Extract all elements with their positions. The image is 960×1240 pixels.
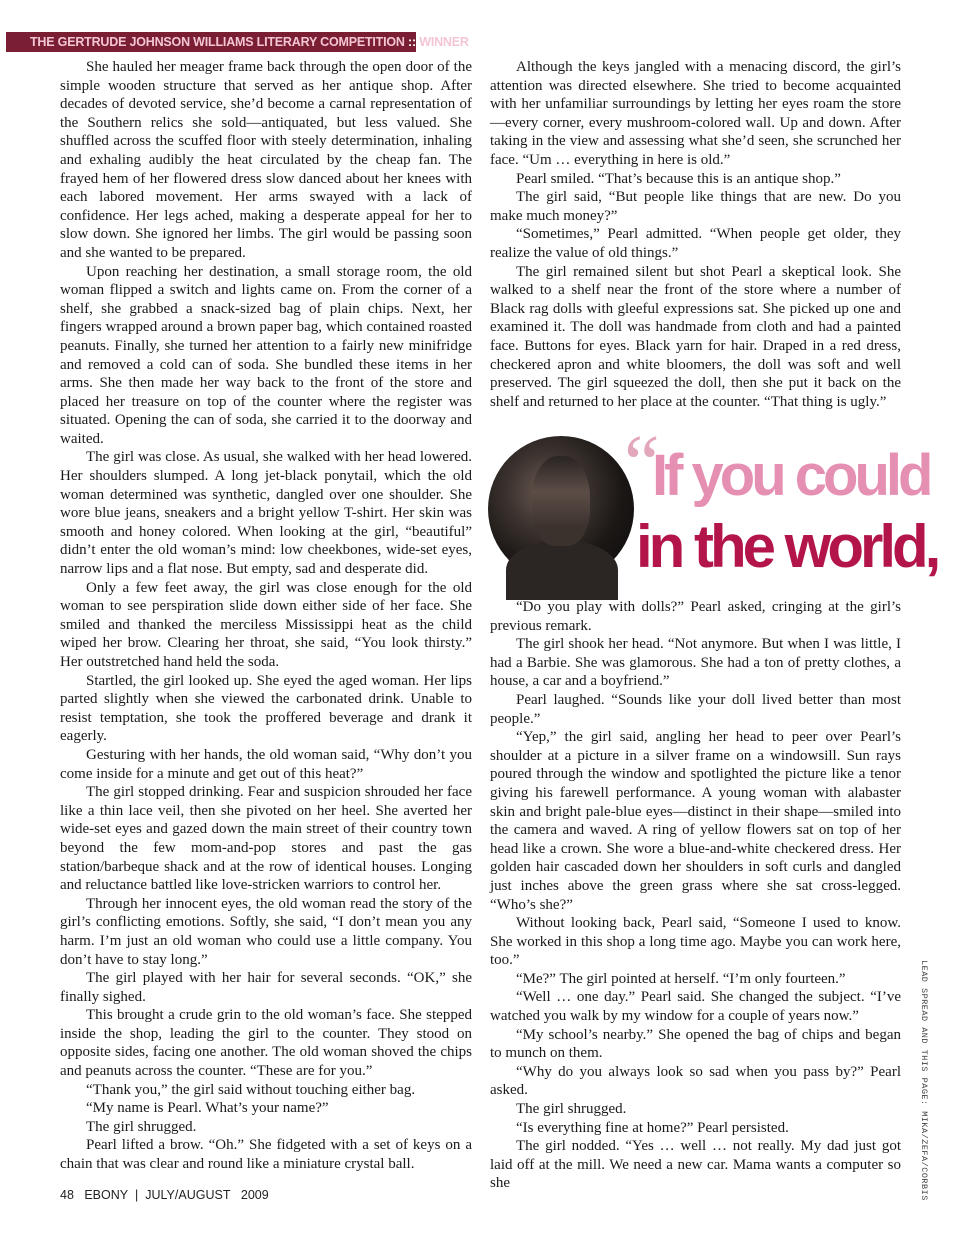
- portrait-photo: [488, 436, 634, 582]
- paragraph: Pearl smiled. “That’s because this is an antique shop.”: [516, 170, 841, 187]
- paragraph: Without looking back, Pearl said, “Someone I used to know. She worked in this shop a long time ago. Maybe you can work here, too.”: [490, 915, 901, 969]
- right-column-top: [490, 58, 901, 411]
- paragraph: “Thank you,” the girl said without touching either bag.: [86, 1081, 416, 1098]
- quote-mark-icon: “: [624, 420, 660, 508]
- photo-credit: LEAD SPREAD AND THIS PAGE: MIKA/ZEFA/CORBIS: [919, 960, 929, 1201]
- paragraph: She hauled her meager frame back through the open door of the simple wooden structure that served as her antique shop. After decades of devoted service, she’d become a carnal representation of the Southern relics she sold—antiquated, but less valued. She shuffled across the scuffed floor with steely determination, inhaling and exhaling audibly the heat circulated by the cheap fan. The frayed hem of her flowered dress slow danced about her knees with each labored movement. Her arms swayed with a lack of confidence. Her legs ached, making a desperate appeal for her to slow down. She ignored her limbs. The girl would be passing soon and she wanted to be prepared.: [60, 59, 472, 261]
- paragraph: The girl stopped drinking. Fear and suspicion shrouded her face like a thin lace veil, then she pivoted on her heel. She averted her wide-set eyes and gazed down the main street of their country town beyond the few mom-and-pop stores and past the gas station/barbeque shack and at the row of identical houses. Longing and reluctance battled like love-stricken warriors to control her.: [60, 784, 472, 894]
- portrait-shoulders: [506, 540, 618, 600]
- paragraph: “My school’s nearby.” She opened the bag of chips and began to munch on them.: [490, 1026, 901, 1062]
- paragraph: This brought a crude grin to the old woman’s face. She stepped inside the shop, leading the girl to the counter. They stood on opposite sides, facing one another. The old woman shoved the chips and peanuts across the counter. “These are for you.”: [60, 1007, 472, 1080]
- competition-banner: [6, 32, 469, 52]
- portrait-face: [532, 456, 590, 546]
- paragraph: Pearl laughed. “Sounds like your doll lived better than most people.”: [490, 691, 901, 727]
- paragraph: Upon reaching her destination, a small storage room, the old woman flipped a switch and lights came on. From the corner of a shelf, she grabbed a snack-sized bag of plain chips. Next, her fingers wrapped around a brown paper bag, which contained roasted peanuts. Finally, she turned her attention to a fairly new minifridge and removed a cold can of soda. She bundled these items in her arms. She then made her way back to the front of the store and placed her treasure on top of the counter where the register was situated. Opening the can of soda, she carried it to the doorway and waited.: [60, 263, 472, 447]
- issue-year: 2009: [240, 1188, 269, 1202]
- issue-month: JULY/AUGUST: [145, 1188, 231, 1202]
- paragraph: “My name is Pearl. What’s your name?”: [86, 1100, 329, 1117]
- page-number: 48: [60, 1188, 74, 1202]
- paragraph: The girl shrugged.: [86, 1118, 197, 1135]
- paragraph: Only a few feet away, the girl was close enough for the old woman to see perspiration slide down either side of her face. She smiled and thanked the merciless Mississippi heat as the child wiped her brow. Clearing her throat, she said, “You look thirsty.” Her outstretched hand held the soda.: [60, 579, 472, 670]
- paragraph: “Sometimes,” Pearl admitted. “When people get older, they realize the value of old things.”: [490, 226, 901, 261]
- banner-separator: ::: [408, 35, 416, 49]
- right-column-bottom: [490, 598, 901, 1193]
- paragraph: The girl said, “But people like things that are new. Do you make much money?”: [490, 189, 901, 224]
- paragraph: Through her innocent eyes, the old woman read the story of the girl’s conflicting emotions. Softly, she said, “I don’t mean you any harm. I’m just an old woman who could use a little company. You don’t have to stay long.”: [60, 895, 472, 968]
- paragraph: Pearl lifted a brow. “Oh.” She fidgeted with a set of keys on a chain that was clear and round like a miniature crystal ball.: [60, 1137, 472, 1173]
- paragraph: The girl remained silent but shot Pearl a skeptical look. She walked to a shelf near the front of the store where a number of Black rag dolls with gleeful expressions sat. She picked up one and examined it. The doll was handmade from cloth and had a painted face. Buttons for eyes. Black yarn for hair. Draped in a red dress, checkered apron and white bloomers, the doll was soft and well preserved. The girl squeezed the doll, then she put it back on the shelf and returned to her place at the counter. “That thing is ugly.”: [490, 263, 901, 410]
- paragraph: “Do you play with dolls?” Pearl asked, cringing at the girl’s previous remark.: [490, 599, 901, 634]
- paragraph: The girl was close. As usual, she walked with her head lowered. Her shoulders slumped. A long jet-black ponytail, which the old woman determined was synthetic, dangled over one shoulder. She wore blue jeans, sneakers and a bright yellow T-shirt. Her skin was smooth and honey colored. When looking at the girl, “beautiful” didn’t enter the old woman’s mind: low cheekbones, wide-set eyes, narrow lips and a flat nose. But empty, sad and desperate did.: [60, 449, 472, 578]
- paragraph: The girl nodded. “Yes … well … not really. My dad just got laid off at the mill. We need a new car. Mama wants a computer so she: [490, 1138, 901, 1192]
- paragraph: “Is everything fine at home?” Pearl persisted.: [516, 1119, 789, 1136]
- pull-quote-line-2: in the world,: [636, 513, 938, 580]
- banner-title: THE GERTRUDE JOHNSON WILLIAMS LITERARY COMPETITION: [30, 35, 405, 49]
- paragraph: Gesturing with her hands, the old woman said, “Why don’t you come inside for a minute and get out of this heat?”: [60, 746, 472, 782]
- paragraph: “Well … one day.” Pearl said. She changed the subject. “I’ve watched you walk by my window for a couple of years now.”: [490, 989, 901, 1025]
- paragraph: The girl shrugged.: [516, 1101, 627, 1118]
- paragraph: “Me?” The girl pointed at herself. “I’m only fourteen.”: [516, 970, 846, 987]
- magazine-name: EBONY: [84, 1188, 129, 1202]
- paragraph: “Why do you always look so sad when you pass by?” Pearl asked.: [490, 1063, 901, 1099]
- paragraph: “Yep,” the girl said, angling her head to peer over Pearl’s shoulder at a picture in a silver frame on a windowsill. Sun rays poured through the window and spotlighted the picture like a tenor giving his farewell performance. A young woman with alabaster skin and bright pale-blue eyes—distinct in their shape—smiled into the camera and waved. A ring of yellow flowers sat on top of her head like a crown. She wore a blue-and-white checkered dress. Her golden hair cascaded down her shoulders in soft curls and dangled just inches above the green grass where she sat cross-legged. “Who’s she?”: [490, 729, 901, 913]
- paragraph: Although the keys jangled with a menacing discord, the girl’s attention was directed elsewhere. She tried to become acquainted with her unfamiliar surroundings by letting her eyes roam the store—every corner, every mushroom-colored wall. Up and down. After taking in the view and assessing what she’d seen, she scrunched her face. “Um … everything in here is old.”: [490, 59, 901, 168]
- pull-quote-line-1: If you could: [652, 443, 930, 508]
- paragraph: The girl shook her head. “Not anymore. But when I was little, I had a Barbie. She was glamorous. She had a ton of pretty clothes, a house, a car and a boyfriend.”: [490, 636, 901, 690]
- footer-divider: |: [135, 1188, 139, 1202]
- paragraph: The girl played with her hair for several seconds. “OK,” she finally sighed.: [60, 970, 472, 1005]
- pull-quote: [488, 420, 938, 592]
- left-column: [60, 58, 472, 1174]
- page-footer: [60, 1188, 269, 1202]
- paragraph: Startled, the girl looked up. She eyed the aged woman. Her lips parted slightly when she viewed the carbonated drink. Unable to resist temptation, she took the proffered beverage and drank it eagerly.: [60, 672, 472, 745]
- banner-status: WINNER: [419, 35, 469, 49]
